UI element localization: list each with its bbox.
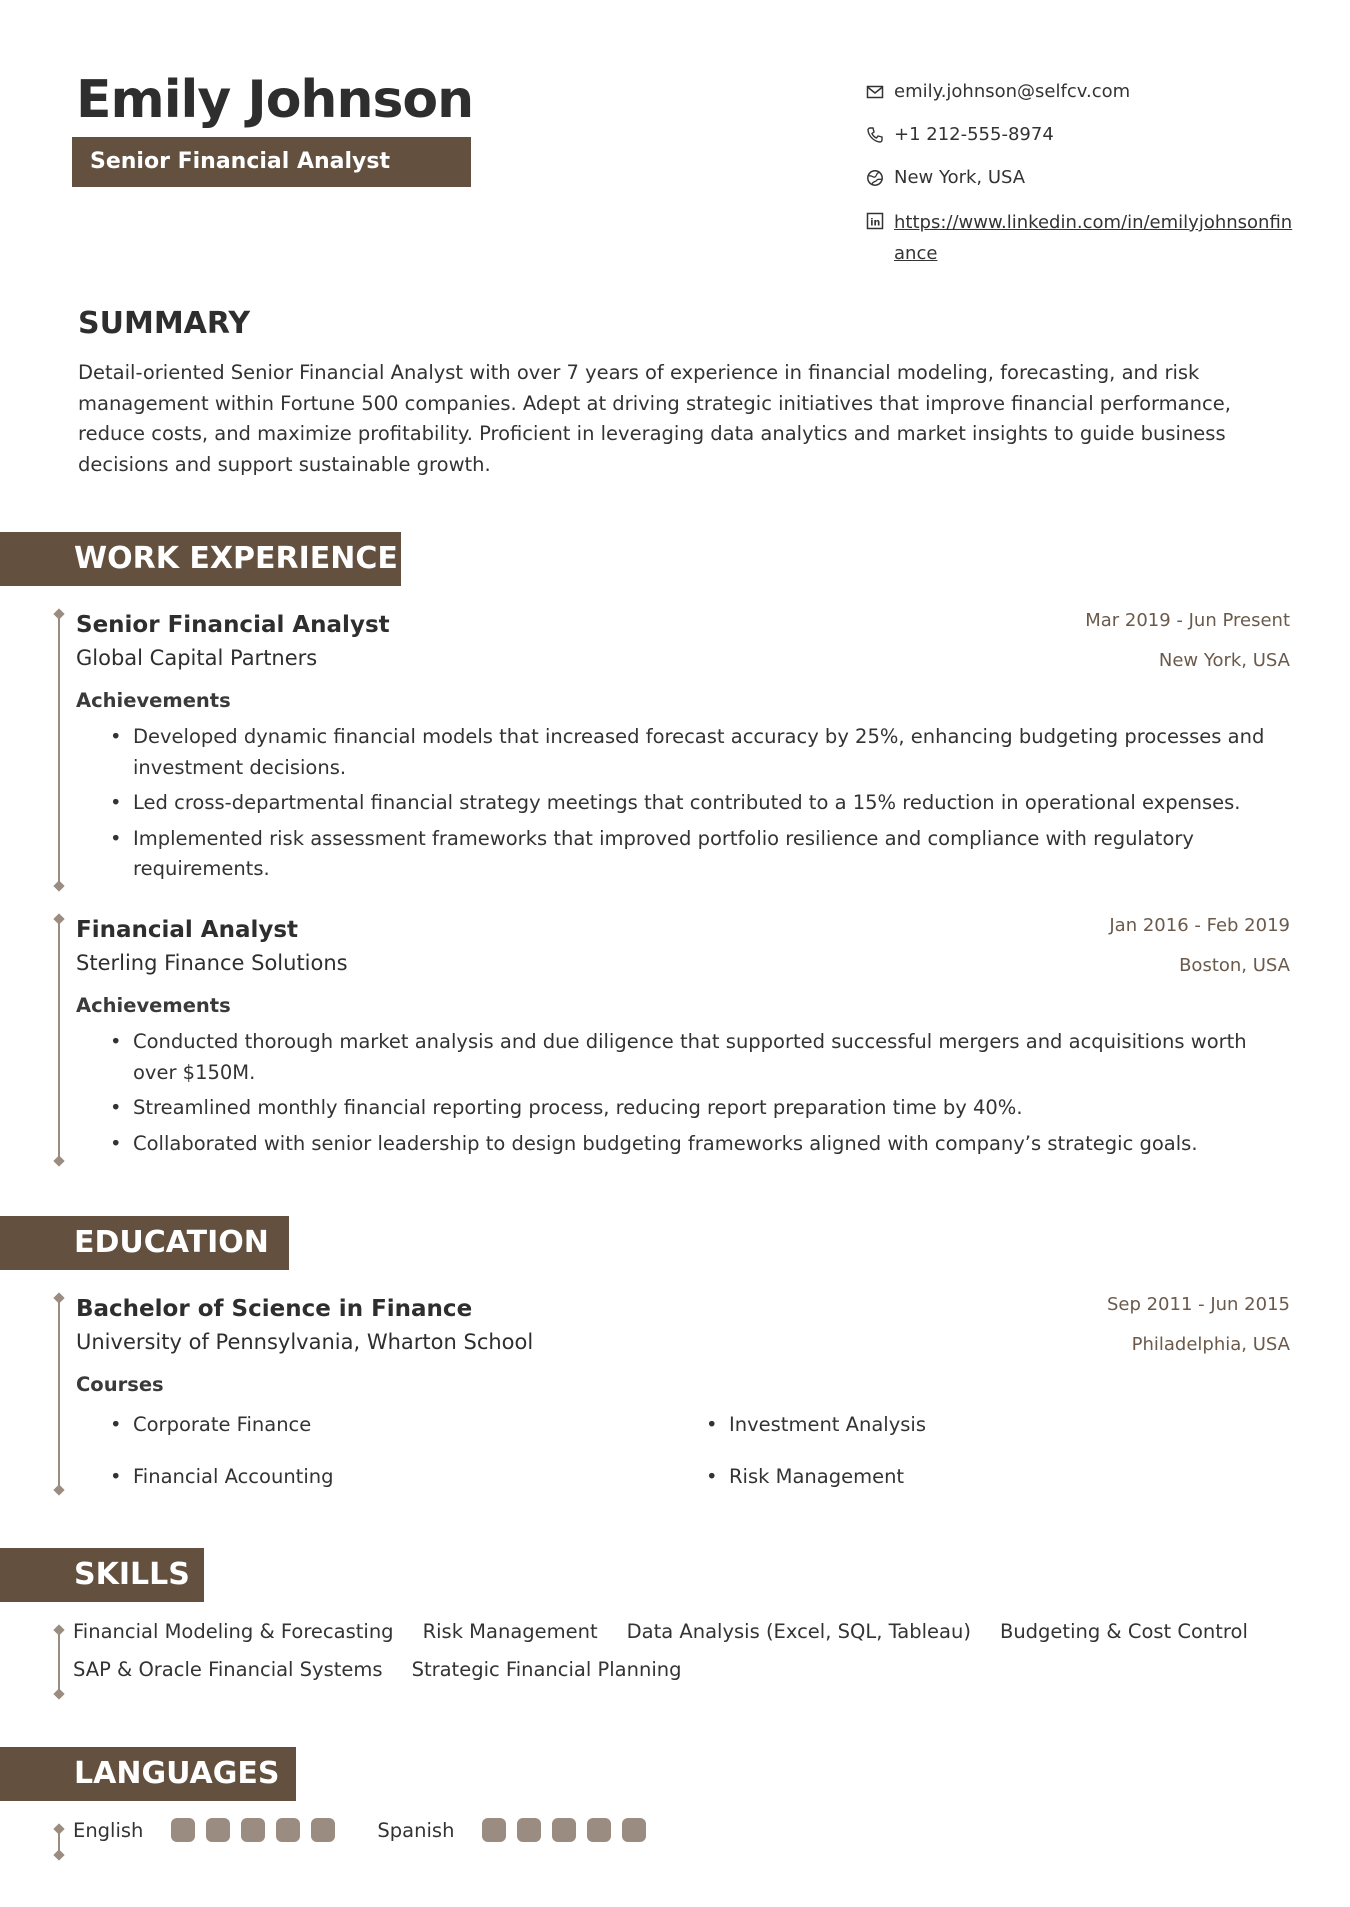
skills-heading: SKILLS: [0, 1548, 204, 1602]
languages-heading: LANGUAGES: [0, 1747, 296, 1801]
skill-item: Data Analysis (Excel, SQL, Tableau): [626, 1620, 971, 1643]
linkedin-link[interactable]: https://www.linkedin.com/in/emilyjohnsonfinance: [894, 212, 1293, 264]
phone-icon: [866, 126, 884, 144]
school: University of Pennsylvania, Wharton School: [76, 1330, 534, 1354]
contact-location: [866, 164, 1296, 207]
skill-item: Risk Management: [422, 1620, 598, 1643]
skill-item: SAP & Oracle Financial Systems: [73, 1658, 383, 1681]
language-level-dots: [482, 1818, 646, 1842]
list-item: • Conducted thorough market analysis and due diligence that supported successful mergers and acquisitions worth over $150M.: [76, 1027, 1290, 1088]
candidate-name: Emily Johnson: [76, 70, 474, 130]
linkedin-icon: [866, 212, 884, 230]
education-heading: EDUCATION: [0, 1216, 289, 1270]
achievements-heading: Achievements: [76, 689, 231, 712]
courses-heading: Courses: [76, 1373, 164, 1396]
list-item: • Investment Analysis: [672, 1410, 1268, 1440]
job-dates: Jan 2016 - Feb 2019: [1109, 915, 1290, 936]
job-entry: [76, 915, 1290, 1164]
svg-text:in: in: [870, 217, 881, 229]
contact-list: [866, 78, 1296, 264]
contact-email: [866, 78, 1296, 121]
list-item: • Collaborated with senior leadership to design budgeting frameworks aligned with company’s strategic goals.: [76, 1129, 1290, 1160]
language-name: English: [73, 1818, 144, 1842]
skills-list: [73, 1617, 1313, 1685]
language-level-dots: [171, 1818, 335, 1842]
level-dot: [311, 1818, 335, 1842]
education-entry: [76, 1294, 1290, 1492]
level-dot: [587, 1818, 611, 1842]
skill-item: Budgeting & Cost Control: [999, 1620, 1248, 1643]
level-dot: [552, 1818, 576, 1842]
achievements-heading: Achievements: [76, 994, 231, 1017]
list-item: • Streamlined monthly financial reporting process, reducing report preparation time by 40%.: [76, 1093, 1290, 1124]
timeline-line: [58, 1296, 60, 1492]
job-company: Global Capital Partners: [76, 646, 318, 670]
email-text: emily.johnson@selfcv.com: [894, 81, 1131, 102]
envelope-icon: [866, 83, 884, 101]
level-dot: [482, 1818, 506, 1842]
degree: Bachelor of Science in Finance: [76, 1296, 473, 1322]
languages-list: [73, 1818, 688, 1842]
timeline-line: [58, 612, 60, 888]
course-list: [76, 1410, 1290, 1492]
job-role: Senior Financial Analyst: [76, 612, 390, 638]
level-dot: [241, 1818, 265, 1842]
education-dates: Sep 2011 - Jun 2015: [1106, 1294, 1290, 1315]
job-role: Financial Analyst: [76, 917, 299, 943]
contact-phone: [866, 121, 1296, 164]
list-item: • Financial Accounting: [76, 1462, 672, 1492]
phone-text: +1 212-555-8974: [894, 124, 1054, 145]
location-text: New York, USA: [894, 167, 1026, 188]
job-location: New York, USA: [1158, 650, 1290, 671]
work-experience-heading: WORK EXPERIENCE: [0, 532, 401, 586]
timeline-line: [58, 917, 60, 1163]
job-title-badge: Senior Financial Analyst: [72, 137, 471, 187]
list-item: • Risk Management: [672, 1462, 1268, 1492]
summary-text: Detail-oriented Senior Financial Analyst with over 7 years of experience in financial modeling, forecasting, and risk management within Fortune 500 companies. Adept at driving strategic initiatives that improve financial performance, reduce costs, and maximize profitability. Proficient in leveraging data analytics and market insights to guide business decisions and support sustainable growth.: [78, 361, 1231, 476]
globe-icon: [866, 169, 884, 187]
language-name: Spanish: [377, 1818, 455, 1842]
job-dates: Mar 2019 - Jun Present: [1085, 610, 1290, 631]
achievement-list: [76, 722, 1290, 885]
job-location: Boston, USA: [1179, 955, 1290, 976]
list-item: • Corporate Finance: [76, 1410, 672, 1440]
level-dot: [171, 1818, 195, 1842]
level-dot: [206, 1818, 230, 1842]
level-dot: [276, 1818, 300, 1842]
achievement-list: [76, 1027, 1290, 1159]
education-location: Philadelphia, USA: [1131, 1334, 1290, 1355]
contact-linkedin[interactable]: [866, 207, 1296, 264]
level-dot: [622, 1818, 646, 1842]
skill-item: Financial Modeling & Forecasting: [73, 1620, 394, 1643]
job-entry: [76, 610, 1290, 890]
timeline-line: [58, 1628, 60, 1696]
level-dot: [517, 1818, 541, 1842]
timeline-line: [58, 1827, 60, 1857]
job-company: Sterling Finance Solutions: [76, 951, 348, 975]
list-item: • Led cross-departmental financial strategy meetings that contributed to a 15% reduction in operational expenses.: [76, 788, 1290, 819]
skill-item: Strategic Financial Planning: [411, 1658, 682, 1681]
list-item: • Implemented risk assessment frameworks that improved portfolio resilience and compliance with regulatory requirements.: [76, 824, 1290, 885]
list-item: • Developed dynamic financial models that increased forecast accuracy by 25%, enhancing budgeting processes and investment decisions.: [76, 722, 1290, 783]
summary-heading: SUMMARY: [78, 306, 251, 341]
